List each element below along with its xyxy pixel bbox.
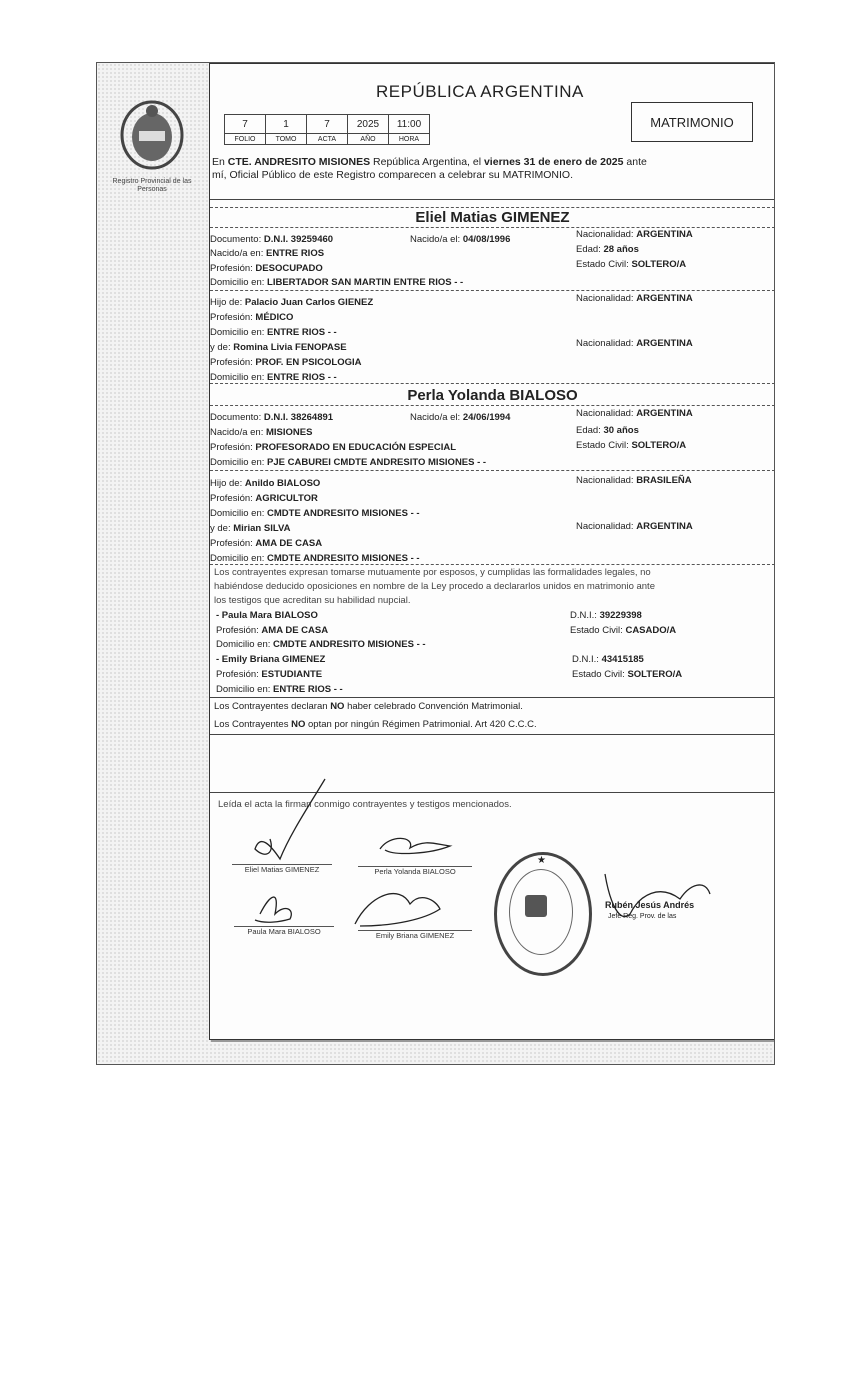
document-title: REPÚBLICA ARGENTINA — [376, 82, 584, 101]
label: Nacionalidad: — [576, 293, 634, 304]
folio-label: FOLIO — [225, 134, 266, 145]
spouse2-father-nationality — [576, 475, 692, 486]
label: Edad: — [576, 425, 601, 436]
witness2-address — [216, 684, 343, 695]
label: Hijo de: — [210, 297, 243, 308]
signature-label-1: Eliel Matias GIMENEZ — [232, 864, 332, 874]
label: Nacionalidad: — [576, 338, 634, 349]
record-codes — [224, 114, 430, 145]
coat-of-arms-icon — [117, 99, 187, 171]
value: LIBERTADOR SAN MARTIN ENTRE RIOS - - — [267, 277, 464, 288]
star-icon: ★ — [537, 855, 546, 866]
official-title: Jefe Reg. Prov. de las — [608, 913, 677, 920]
label: Hijo de: — [210, 478, 243, 489]
value: AGRICULTOR — [255, 493, 318, 504]
spouse2-address — [210, 457, 486, 468]
statement-line-3: los testigos que acreditan su habilidad nupcial. — [214, 595, 411, 606]
spouse1-civil — [576, 259, 686, 270]
hour-value: 11:00 — [389, 115, 430, 134]
hour-label: HORA — [389, 134, 430, 145]
divider — [210, 290, 775, 291]
divider — [210, 564, 775, 565]
label: Nacionalidad: — [576, 408, 634, 419]
value: MISIONES — [265, 427, 313, 438]
label: D.N.I.: — [570, 610, 597, 621]
label: Profesión: — [216, 669, 259, 680]
label: Profesión: — [210, 442, 253, 453]
value: ENTRE RIOS — [265, 248, 325, 259]
witness1-dni — [570, 610, 642, 621]
spouse1-birthdate — [410, 234, 510, 245]
value: D.N.I. 38264891 — [263, 412, 334, 423]
spouse1-birthplace — [210, 248, 324, 259]
spouse1-father-address — [210, 327, 337, 338]
seal-emblem-icon — [525, 895, 547, 917]
value: 24/06/1994 — [462, 412, 511, 423]
value: 30 años — [603, 425, 639, 436]
spouse2-birthdate — [410, 412, 510, 423]
value: ARGENTINA — [636, 521, 693, 532]
label: Estado Civil: — [570, 625, 623, 636]
label: Domicilio en: — [210, 553, 265, 564]
witness1-profession — [216, 625, 328, 636]
closing-line: Leída el acta la firman conmigo contrayentes y testigos mencionados. — [218, 799, 512, 810]
value: CASADO/A — [625, 625, 677, 636]
spouse2-nationality — [576, 408, 693, 419]
divider — [210, 383, 775, 384]
spouse2-father-profession — [210, 493, 318, 504]
spouse1-mother — [210, 342, 347, 353]
label: D.N.I.: — [572, 654, 599, 665]
witness2-name: - Emily Briana GIMENEZ — [216, 654, 326, 665]
value: Anildo BIALOSO — [244, 478, 321, 489]
witness2-civil — [572, 669, 682, 680]
value: CMDTE ANDRESITO MISIONES - - — [273, 639, 426, 650]
label: Documento: — [210, 412, 262, 423]
label: Nacido/a en: — [210, 248, 264, 259]
text: optan por ningún Régimen Patrimonial. Art 420 C.C.C. — [308, 719, 537, 730]
value: D.N.I. 39259460 — [263, 234, 334, 245]
value: SOLTERO/A — [627, 669, 683, 680]
label: y de: — [210, 523, 231, 534]
label: Profesión: — [210, 263, 253, 274]
signature-stroke-2 — [380, 838, 450, 853]
spouse2-doc — [210, 412, 333, 423]
value: CMDTE ANDRESITO MISIONES - - — [267, 553, 420, 564]
value: 28 años — [603, 244, 639, 255]
value: ENTRE RIOS - - — [267, 372, 337, 383]
registry-name: Registro Provincial de las Personas — [112, 178, 192, 193]
divider — [210, 734, 775, 735]
folio-value: 7 — [225, 115, 266, 134]
value: ESTUDIANTE — [261, 669, 323, 680]
divider — [210, 199, 775, 200]
label: Profesión: — [210, 493, 253, 504]
label: Domicilio en: — [210, 277, 265, 288]
registry-logo — [107, 99, 197, 194]
statement-line-1: Los contrayentes expresan tomarse mutuamente por esposos, y cumplidas las formalidades legales, no — [214, 567, 651, 578]
witness2-profession — [216, 669, 322, 680]
value: ARGENTINA — [636, 338, 693, 349]
signature-stroke-3 — [255, 897, 291, 922]
label: Estado Civil: — [572, 669, 625, 680]
label: Domicilio en: — [216, 684, 271, 695]
label: Domicilio en: — [210, 457, 265, 468]
label: Domicilio en: — [216, 639, 271, 650]
label: Nacido/a el: — [410, 234, 461, 245]
intro-text: En — [212, 156, 225, 168]
spouse2-name: Perla Yolanda BIALOSO — [407, 387, 578, 404]
value: ARGENTINA — [636, 293, 693, 304]
value: AMA DE CASA — [255, 538, 323, 549]
spouse2-birthplace — [210, 427, 312, 438]
tomo-value: 1 — [266, 115, 307, 134]
value: BRASILEÑA — [636, 475, 692, 486]
signature-stroke-1 — [255, 779, 325, 859]
label: Edad: — [576, 244, 601, 255]
value: DESOCUPADO — [255, 263, 323, 274]
signature-stroke-4 — [355, 894, 440, 926]
divider — [210, 227, 775, 228]
label: Nacionalidad: — [576, 521, 634, 532]
intro-line-2: mí, Oficial Público de este Registro comparecen a celebrar su MATRIMONIO. — [212, 169, 574, 181]
value: ENTRE RIOS - - — [273, 684, 343, 695]
official-seal — [494, 852, 592, 976]
statement-line-2: habiéndose deducido oposiciones en nombre de la Ley procedo a declararlos unidos en matrimonio ante — [214, 581, 655, 592]
scanned-document — [96, 62, 775, 1065]
act-type-box: MATRIMONIO — [631, 102, 753, 142]
value: SOLTERO/A — [631, 259, 687, 270]
declaration-2 — [214, 719, 537, 730]
signature-stroke-5 — [605, 874, 710, 917]
spouse2-mother-address — [210, 553, 420, 564]
value: ENTRE RIOS - - — [267, 327, 337, 338]
year-value: 2025 — [348, 115, 389, 134]
spouse2-mother — [210, 523, 290, 534]
text: NO — [330, 701, 345, 712]
spouse1-father — [210, 297, 373, 308]
divider — [210, 405, 775, 406]
value: PJE CABUREI CMDTE ANDRESITO MISIONES - - — [267, 457, 487, 468]
intro-text: ante — [626, 156, 647, 168]
value: 43415185 — [601, 654, 644, 665]
label: Domicilio en: — [210, 508, 265, 519]
value: ARGENTINA — [636, 408, 693, 419]
spouse2-age — [576, 425, 639, 436]
acta-value: 7 — [307, 115, 348, 134]
witness1-civil — [570, 625, 676, 636]
label: y de: — [210, 342, 231, 353]
label: Domicilio en: — [210, 372, 265, 383]
spouse1-name: Eliel Matias GIMENEZ — [415, 209, 570, 226]
label: Documento: — [210, 234, 262, 245]
divider — [210, 207, 775, 208]
spouse1-address — [210, 277, 463, 288]
label: Profesión: — [216, 625, 259, 636]
value: SOLTERO/A — [631, 440, 687, 451]
witness1-address — [216, 639, 426, 650]
label: Domicilio en: — [210, 327, 265, 338]
label: Estado Civil: — [576, 259, 629, 270]
year-label: AÑO — [348, 134, 389, 145]
signature-label-4: Emily Briana GIMENEZ — [358, 930, 472, 940]
value: PROF. EN PSICOLOGIA — [255, 357, 362, 368]
spouse1-mother-address — [210, 372, 337, 383]
spouse2-father — [210, 478, 320, 489]
text: haber celebrado Convención Matrimonial. — [347, 701, 523, 712]
value: Romina Livia FENOPASE — [233, 342, 347, 353]
intro-date: viernes 31 de enero de 2025 — [483, 156, 624, 168]
label: Estado Civil: — [576, 440, 629, 451]
witness1-name: - Paula Mara BIALOSO — [216, 610, 318, 621]
value: 39229398 — [599, 610, 642, 621]
value: 04/08/1996 — [462, 234, 511, 245]
label: Profesión: — [210, 538, 253, 549]
value: AMA DE CASA — [261, 625, 329, 636]
intro-line-1 — [212, 156, 647, 168]
tomo-label: TOMO — [266, 134, 307, 145]
text: NO — [291, 719, 306, 730]
label: Nacionalidad: — [576, 475, 634, 486]
witness2-dni — [572, 654, 644, 665]
value: PROFESORADO EN EDUCACIÓN ESPECIAL — [255, 442, 456, 453]
text: Los Contrayentes declaran — [214, 701, 328, 712]
spouse1-doc — [210, 234, 333, 245]
spouse2-civil — [576, 440, 686, 451]
spouse2-mother-profession — [210, 538, 322, 549]
label: Profesión: — [210, 357, 253, 368]
spouse2-mother-nationality — [576, 521, 693, 532]
divider — [210, 697, 775, 698]
text: Los Contrayentes — [214, 719, 289, 730]
spouse1-father-profession — [210, 312, 293, 323]
declaration-1 — [214, 701, 523, 712]
value: MÉDICO — [255, 312, 294, 323]
marriage-certificate — [209, 63, 775, 1040]
label: Nacido/a el: — [410, 412, 461, 423]
spouse1-profession — [210, 263, 323, 274]
intro-text: República Argentina, el — [373, 156, 482, 168]
spouse2-profession — [210, 442, 456, 453]
spouse1-father-nationality — [576, 293, 693, 304]
spouse2-father-address — [210, 508, 420, 519]
acta-label: ACTA — [307, 134, 348, 145]
spouse1-mother-nationality — [576, 338, 693, 349]
spouse1-nationality — [576, 229, 693, 240]
official-name: Rubén Jesús Andrés — [605, 900, 695, 910]
spouse1-age — [576, 244, 639, 255]
value: ARGENTINA — [636, 229, 693, 240]
value: CMDTE ANDRESITO MISIONES - - — [267, 508, 420, 519]
label: Nacido/a en: — [210, 427, 264, 438]
spouse1-mother-profession — [210, 357, 362, 368]
divider — [210, 470, 775, 471]
value: Mirian SILVA — [233, 523, 291, 534]
label: Nacionalidad: — [576, 229, 634, 240]
label: Profesión: — [210, 312, 253, 323]
signature-label-3: Paula Mara BIALOSO — [234, 926, 334, 936]
value: Palacio Juan Carlos GIENEZ — [244, 297, 374, 308]
signature-label-2: Perla Yolanda BIALOSO — [358, 866, 472, 876]
intro-place: CTE. ANDRESITO MISIONES — [227, 156, 371, 168]
